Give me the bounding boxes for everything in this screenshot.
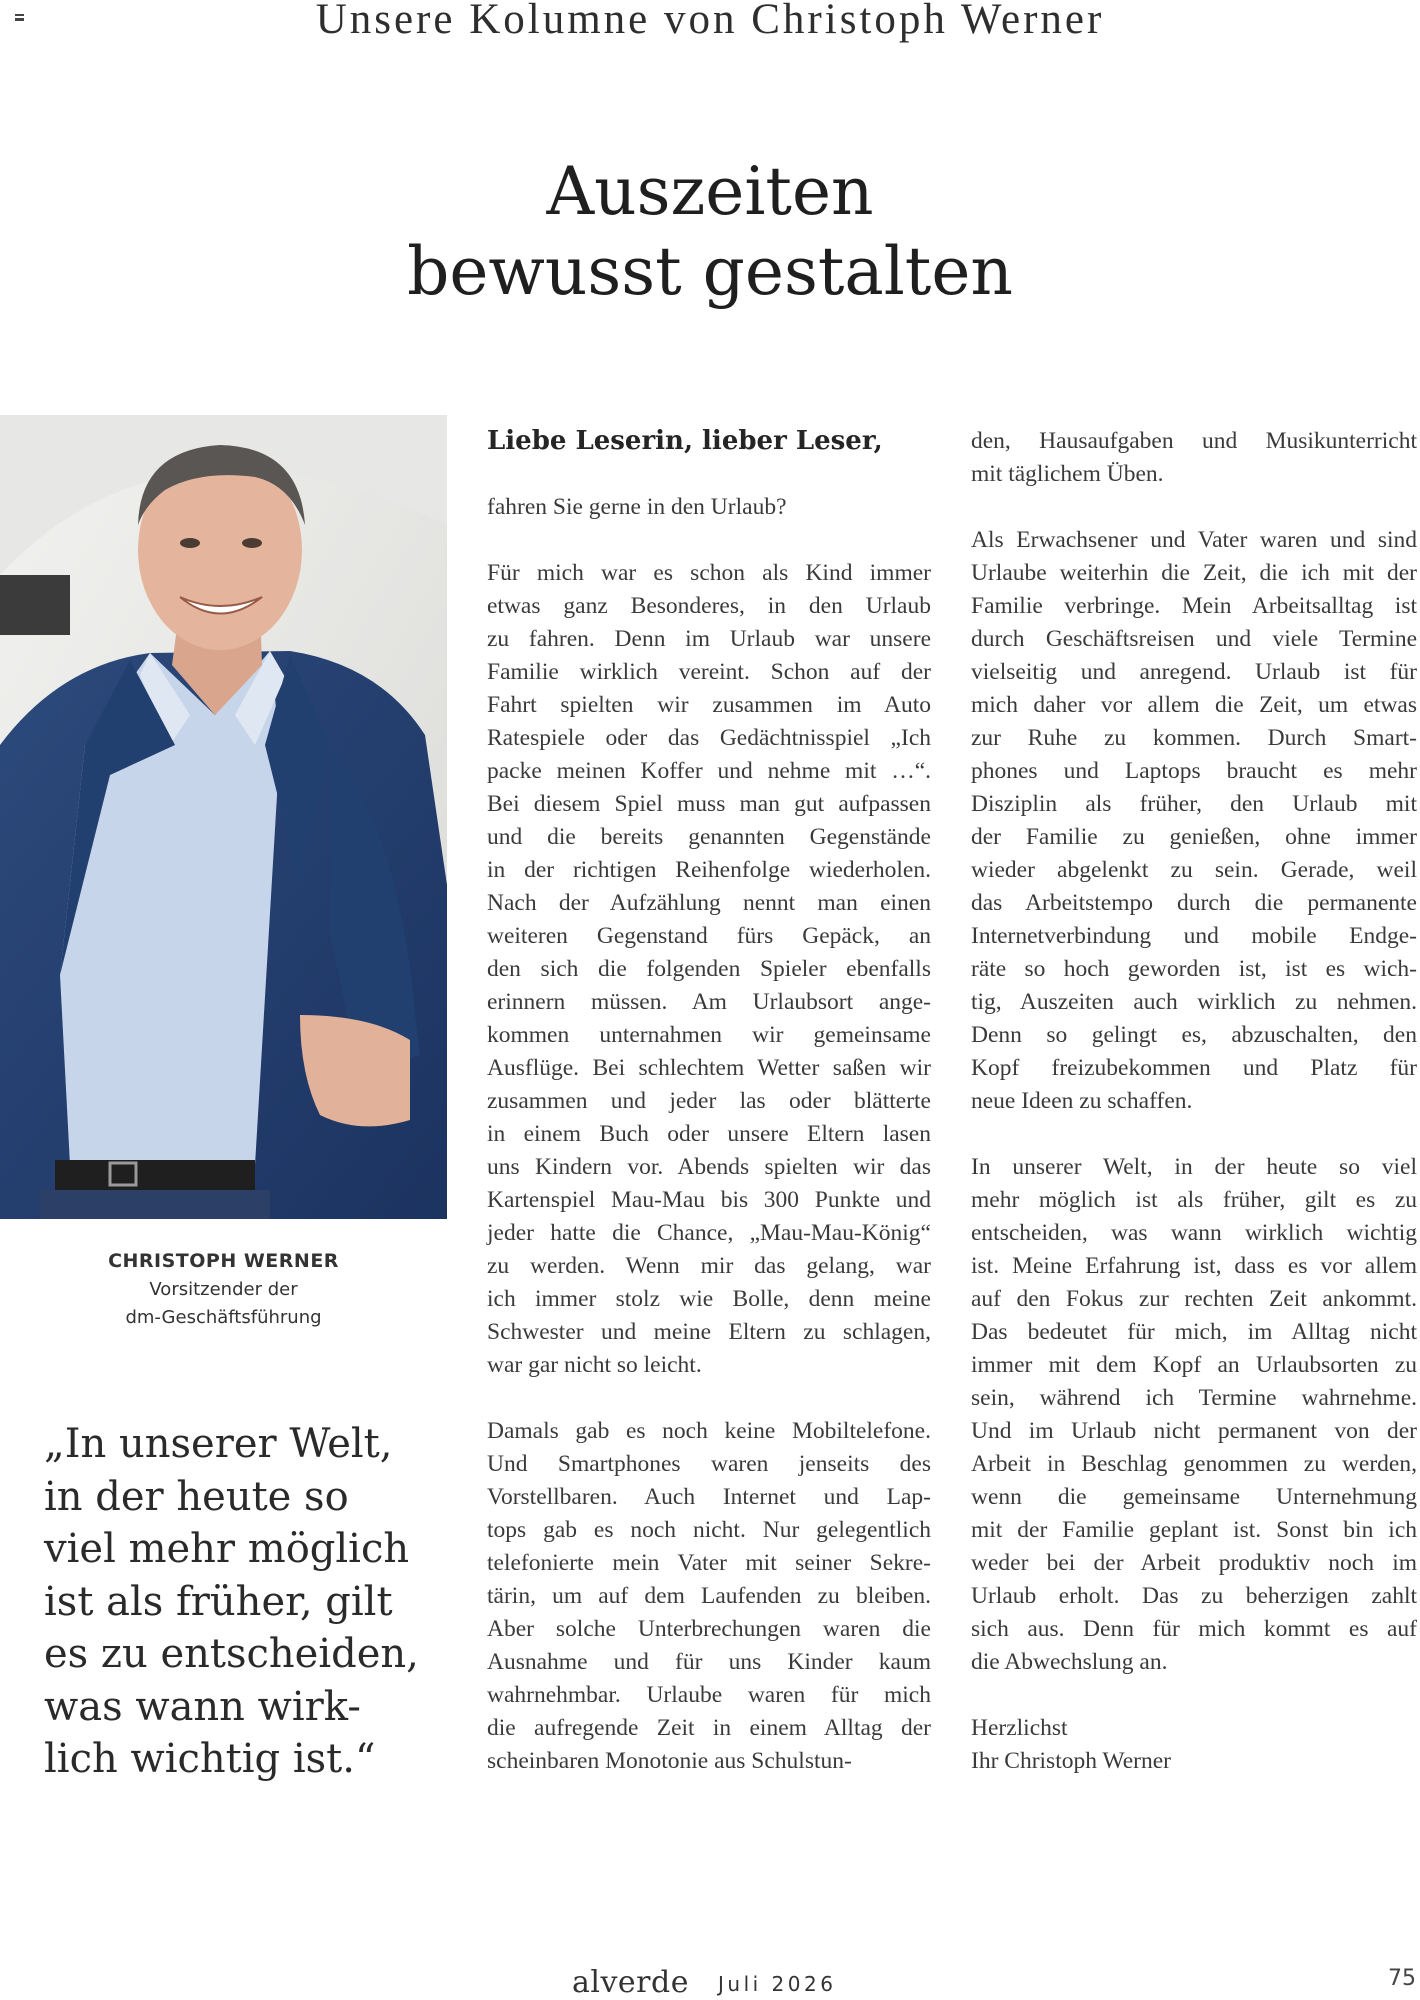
text-line: Das bedeutet für mich, im Alltag nicht <box>971 1319 1417 1345</box>
text-line: Familie wirklich vereint. Schon auf der <box>487 659 931 685</box>
pull-quote-line: viel mehr möglich <box>44 1526 410 1572</box>
article-column-middle <box>487 425 931 1778</box>
text-line: Herzlichst <box>971 1715 1068 1741</box>
text-line: ich immer stolz wie Bolle, denn meine <box>487 1286 931 1312</box>
text-line: mehr möglich ist als früher, gilt es zu <box>971 1187 1417 1213</box>
text-line: zur Ruhe zu kommen. Durch Smart- <box>971 725 1417 751</box>
text-line: wenn die gemeinsame Unternehmung <box>971 1484 1417 1510</box>
text-line: Ausflüge. Bei schlechtem Wetter saßen wir <box>487 1055 931 1081</box>
text-line: Schwester und meine Eltern zu schlagen, <box>487 1319 931 1345</box>
text-line: zu fahren. Denn im Urlaub war unsere <box>487 626 931 652</box>
column-label: Unsere Kolumne von Christoph Werner <box>315 0 1105 43</box>
text-line: In unserer Welt, in der heute so viel <box>971 1154 1417 1180</box>
article-headline <box>0 152 1420 312</box>
paragraph-gap <box>971 1679 1417 1712</box>
text-line: jeder hatte die Chance, „Mau-Mau-König“ <box>487 1220 931 1246</box>
text-line: sein, während ich Termine wahrnehme. <box>971 1385 1417 1411</box>
pull-quote-line: in der heute so <box>44 1473 349 1520</box>
text-line: Urlaub erholt. Das zu beherzigen zahlt <box>971 1583 1417 1609</box>
text-line: Und im Urlaub nicht permanent von der <box>971 1418 1417 1444</box>
text-line: Fahrt spielten wir zusammen im Auto <box>487 692 931 718</box>
magazine-brand: alverde <box>572 1965 689 2000</box>
text-line: in einem Buch oder unsere Eltern lasen <box>487 1121 931 1147</box>
headline-line: bewusst gestalten <box>407 233 1013 310</box>
text-line: packe meinen Koffer und nehme mit …“. <box>487 758 931 784</box>
text-line: Denn so gelingt es, abzuschalten, den <box>971 1022 1417 1048</box>
paragraph-gap <box>487 524 931 557</box>
text-line: Disziplin als früher, den Urlaub mit <box>971 791 1417 817</box>
text-line: Bei diesem Spiel muss man gut aufpassen <box>487 791 931 817</box>
text-line: Aber solche Unterbrechungen waren die <box>487 1616 931 1642</box>
pull-quote-line: lich wichtig ist.“ <box>44 1736 376 1782</box>
text-line: fahren Sie gerne in den Urlaub? <box>487 494 787 520</box>
text-line: zu werden. Wenn mir das gelang, war <box>487 1253 931 1279</box>
author-photo <box>0 415 447 1219</box>
text-line: Als Erwachsener und Vater waren und sind <box>971 527 1417 553</box>
paragraph-gap <box>971 1118 1417 1151</box>
author-role-line: Vorsitzender der <box>149 1279 298 1300</box>
text-line: tärin, um auf dem Laufenden zu bleiben. <box>487 1583 931 1609</box>
text-line: in der richtigen Reihenfolge wiederholen. <box>487 857 931 883</box>
text-line: und die bereits genannten Gegenstände <box>487 824 931 850</box>
text-line: kommen unternahmen wir gemeinsame <box>487 1022 931 1048</box>
headline-line: Auszeiten <box>546 153 874 230</box>
text-line: durch Geschäftsreisen und viele Termine <box>971 626 1417 652</box>
text-line: die aufregende Zeit in einem Alltag der <box>487 1715 931 1741</box>
author-caption <box>0 1250 447 1332</box>
author-name: CHRISTOPH WERNER <box>108 1250 339 1272</box>
text-line: wahrnehmbar. Urlaube waren für mich <box>487 1682 931 1708</box>
text-line: tops gab es noch nicht. Nur gelegentlich <box>487 1517 931 1543</box>
text-line: zusammen und jeder las oder blätterte <box>487 1088 931 1114</box>
text-line: neue Ideen zu schaffen. <box>971 1088 1193 1114</box>
text-line: phones und Laptops braucht es mehr <box>971 758 1417 784</box>
text-line: Ausnahme und für uns Kinder kaum <box>487 1649 931 1675</box>
text-line: mit der Familie geplant ist. Sonst bin ich <box>971 1517 1417 1543</box>
text-line: Für mich war es schon als Kind immer <box>487 560 931 586</box>
page-number: 75 <box>1388 1966 1416 1991</box>
author-role-line: dm-Geschäftsführung <box>125 1307 322 1328</box>
text-line: Ratespiele oder das Gedächtnisspiel „Ich <box>487 725 931 751</box>
text-line: uns Kindern vor. Abends spielten wir das <box>487 1154 931 1180</box>
text-line: erinnern müssen. Am Urlaubsort ange- <box>487 989 931 1015</box>
greeting: Liebe Leserin, lieber Leser, <box>487 426 883 456</box>
pull-quote <box>44 1418 444 1786</box>
article-column-right <box>971 425 1417 1778</box>
text-line: auf den Fokus zur rechten Zeit ankommt. <box>971 1286 1417 1312</box>
text-line: telefonierte mein Vater mit seiner Sekre- <box>487 1550 931 1576</box>
text-line: Urlaube weiterhin die Zeit, die ich mit der <box>971 560 1417 586</box>
text-line: Arbeit in Beschlag genommen zu werden, <box>971 1451 1417 1477</box>
text-line: wieder abgelenkt zu sein. Gerade, weil <box>971 857 1417 883</box>
text-line: etwas ganz Besonderes, in den Urlaub <box>487 593 931 619</box>
pull-quote-line: was wann wirk- <box>44 1683 361 1730</box>
text-line: sich aus. Denn für mich kommt es auf <box>971 1616 1417 1642</box>
text-line: vielseitig und anregend. Urlaub ist für <box>971 659 1417 685</box>
text-line: das Arbeitstempo durch die permanente <box>971 890 1417 916</box>
text-line: Damals gab es noch keine Mobiltelefone. <box>487 1418 931 1444</box>
pull-quote-line: „In unserer Welt, <box>44 1421 393 1467</box>
text-line: Und Smartphones waren jenseits des <box>487 1451 931 1477</box>
text-line: räte so hoch geworden ist, ist es wich- <box>971 956 1417 982</box>
text-line: Kartenspiel Mau-Mau bis 300 Punkte und <box>487 1187 931 1213</box>
text-line: ist. Meine Erfahrung ist, dass es vor allem <box>971 1253 1417 1279</box>
text-line: den sich die folgenden Spieler ebenfalls <box>487 956 931 982</box>
text-line: weiteren Gegenstand fürs Gepäck, an <box>487 923 931 949</box>
text-line: mit täglichem Üben. <box>971 461 1164 487</box>
pull-quote-line: es zu entscheiden, <box>44 1631 419 1677</box>
text-line: Kopf freizubekommen und Platz für <box>971 1055 1417 1081</box>
text-line: entscheiden, was wann wirklich wichtig <box>971 1220 1417 1246</box>
text-line: tig, Auszeiten auch wirklich zu nehmen. <box>971 989 1417 1015</box>
issue-date: Juli 2026 <box>718 1972 837 1996</box>
text-line: die Abwechslung an. <box>971 1649 1168 1675</box>
text-line: der Familie zu genießen, ohne immer <box>971 824 1417 850</box>
text-line: Ihr Christoph Werner <box>971 1748 1171 1774</box>
text-line: scheinbaren Monotonie aus Schulstun- <box>487 1748 852 1774</box>
text-line: Familie verbringe. Mein Arbeitsalltag ist <box>971 593 1417 619</box>
pull-quote-line: ist als früher, gilt <box>44 1578 393 1625</box>
text-line: mich daher vor allem die Zeit, um etwas <box>971 692 1417 718</box>
text-line: immer mit dem Kopf an Urlaubsorten zu <box>971 1352 1417 1378</box>
text-line: Internetverbindung und mobile Endge- <box>971 923 1417 949</box>
text-line: den, Hausaufgaben und Musikunterricht <box>971 428 1417 454</box>
text-line: Vorstellbaren. Auch Internet und Lap- <box>487 1484 931 1510</box>
text-line: war gar nicht so leicht. <box>487 1352 702 1378</box>
text-line: Nach der Aufzählung nennt man einen <box>487 890 931 916</box>
paragraph-gap <box>487 1382 931 1415</box>
paragraph-gap <box>971 491 1417 524</box>
text-line: weder bei der Arbeit produktiv noch im <box>971 1550 1417 1576</box>
